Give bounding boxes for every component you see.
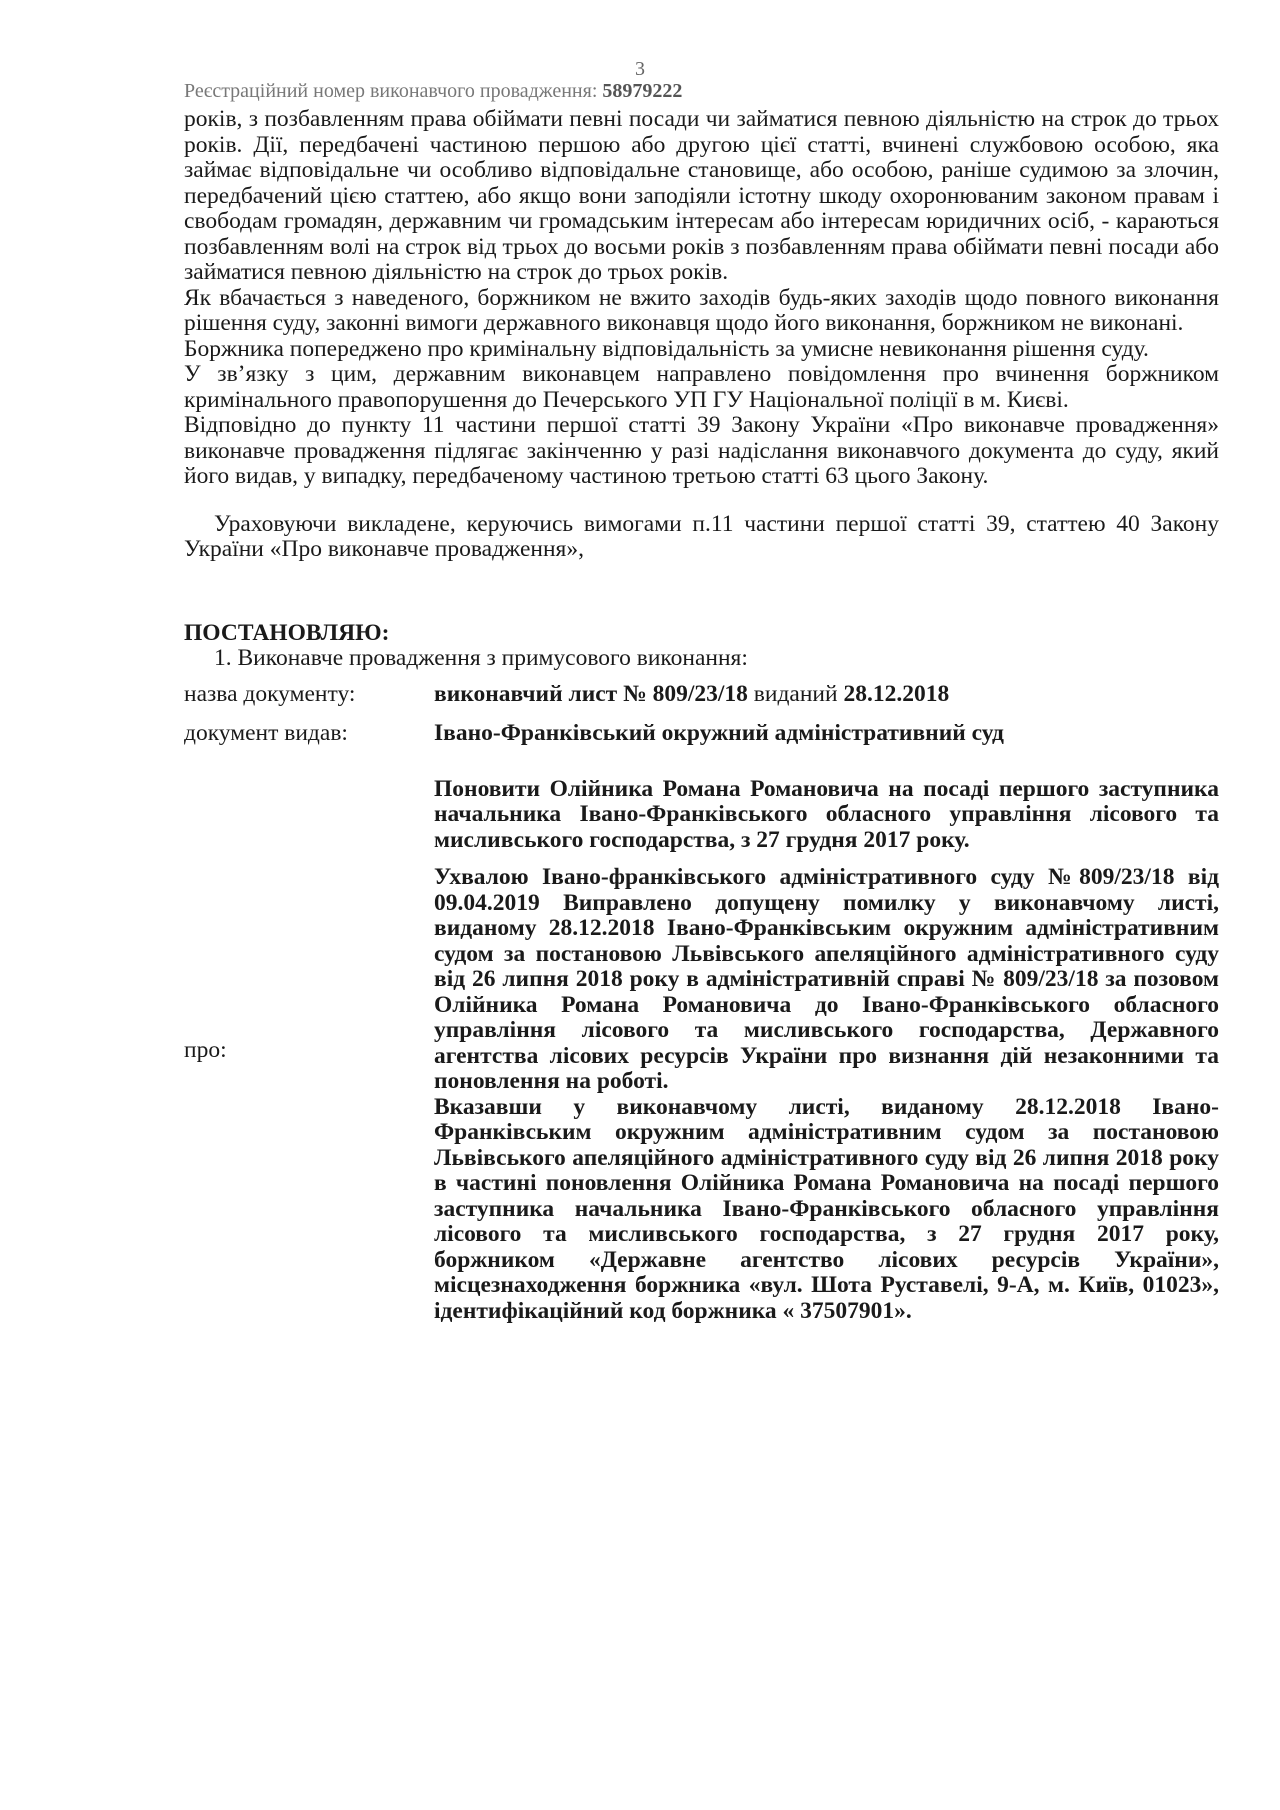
paragraph-6: Ураховуючи викладене, керуючись вимогами п.11 частини першої статті 39, статтею 40 Закону України «Про виконавче провадження», <box>184 510 1219 562</box>
registration-line <box>184 80 682 103</box>
about-row <box>184 777 1219 1325</box>
doc-name-number: виконавчий лист № 809/23/18 <box>434 680 748 707</box>
paragraph-3: Боржника попереджено про кримінальну відповідальність за умисне невиконання рішення суду. <box>184 335 1149 362</box>
about-label: про: <box>184 1036 227 1063</box>
about-paragraph-1: Поновити Олійника Романа Романовича на посаді першого заступника начальника Івано-Франківського обласного управління лісового та мисливського господарства, з 27 грудня 2017 року. <box>434 775 1219 853</box>
resolution-title: ПОСТАНОВЛЯЮ: <box>184 619 390 646</box>
about-value <box>434 777 1219 1325</box>
registration-label: Реєстраційний номер виконавчого провадження: <box>184 80 598 102</box>
paragraph-4: У зв’язку з цим, державним виконавцем направлено повідомлення про вчинення боржником кримінального правопорушення до Печерського УП ГУ Національної поліції в м. Києві. <box>184 361 1219 413</box>
registration-number: 58979222 <box>602 80 683 102</box>
doc-name-row <box>184 682 1219 708</box>
issuer-value: Івано-Франківський окружний адміністративний суд <box>434 720 1004 746</box>
doc-name-issued: виданий <box>747 680 844 707</box>
resolution-item-1: 1. Виконавче провадження з примусового виконання: <box>214 645 748 671</box>
document-body <box>184 107 1219 1324</box>
issuer-label: документ видав: <box>184 720 348 746</box>
paragraph-1: років, з позбавленням права обіймати певні посади чи займатися певною діяльністю на строк до трьох років. Дії, передбачені частиною першою або другою цієї статті, вчинені службовою особою, яка займає відповідальне чи особливо відповідальне становище, або особою, раніше судимою за злочин, передбачений цією статтею, або якщо вони заподіяли істотну шкоду охоронюваним законом правам і свободам громадян, державним чи громадським інтересам або інтересам юридичних осіб, - караються позбавленням волі на строк від трьох до восьми років з позбавленням права обіймати певні посади або займатися певною діяльністю на строк до трьох років. <box>184 106 1219 285</box>
doc-name-date: 28.12.2018 <box>843 680 950 707</box>
doc-name-label: назва документу: <box>184 680 356 707</box>
page-number: 3 <box>635 58 645 80</box>
about-paragraph-3: Вказавши у виконавчому листі, виданому 28.12.2018 Івано-Франківським окружним адміністративним судом за постановою Львівського апеляційного адміністративного суду від 26 липня 2018 року в частині поновлення Олійника Романа Романовича на посаді першого заступника начальника Івано-Франківського обласного управління лісового та мисливського господарства, з 27 грудня 2017 року, боржником «Державне агентство лісових ресурсів України», місцезнаходження боржника «вул. Шота Руставелі, 9-А, м. Київ, 01023», ідентифікаційний код боржника « 37507901». <box>434 1093 1219 1324</box>
issuer-row <box>184 721 1219 747</box>
about-paragraph-2: Ухвалою Івано-франківського адміністративного суду №809/23/18 від 09.04.2019 Виправлено допущену помилку у виконавчому листі, виданому 28.12.2018 Івано-Франківським окружним адміністративним судом за постановою Львівського апеляційного адміністративного суду від 26 липня 2018 року в адміністративній справі № 809/23/18 за позовом Олійника Романа Романовича до Івано-Франківського обласного управління лісового та мисливського господарства, Державного агентства лісових ресурсів України про визнання дій незаконними та поновлення на роботі. <box>434 864 1219 1094</box>
doc-name-value <box>434 682 1219 708</box>
paragraph-2: Як вбачається з наведеного, боржником не вжито заходів будь-яких заходів щодо повного виконання рішення суду, законні вимоги державного виконавця щодо його виконання, боржником не виконані. <box>184 284 1219 336</box>
paragraph-5: Відповідно до пункту 11 частини першої статті 39 Закону України «Про виконавче провадження» виконавче провадження підлягає закінченню у разі надіслання виконавчого документа до суду, який його видав, у випадку, передбаченому частиною третьою статті 63 цього Закону. <box>184 412 1219 489</box>
